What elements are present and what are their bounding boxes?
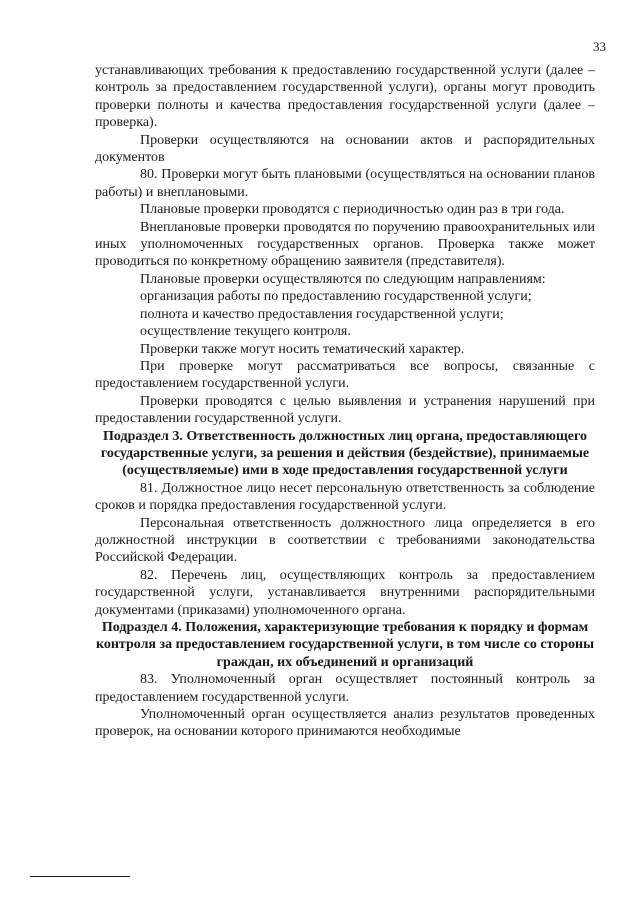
paragraph-item-80: 80. Проверки могут быть плановыми (осуществляться на основании планов работы) и внеплановыми. [95, 167, 595, 200]
paragraph: Проверки осуществляются на основании актов и распорядительных документов [95, 132, 595, 166]
page-number: 33 [593, 39, 606, 54]
document-body [95, 62, 595, 741]
paragraph: Плановые проверки осуществляются по следующим направлениям: [140, 271, 546, 287]
section-heading-4: Подраздел 4. Положения, характеризующие требования к порядку и формам контроля за предоставлением государственной услуги, в том числе со стороны граждан, их объединений и организаций [95, 620, 595, 670]
paragraph: Уполномоченный орган осуществляется анализ результатов проведенных проверок, на основании которого принимаются необходимые [95, 707, 595, 740]
paragraph-continuation: устанавливающих требования к предоставлению государственной услуги (далее – контроль за предоставлением государственной услуги), органы могут проводить проверки полноты и качества предоставления государственной услуги (далее – проверка). [95, 63, 595, 131]
paragraph: При проверке могут рассматриваться все вопросы, связанные с предоставлением государственной услуги. [95, 358, 595, 392]
list-item: осуществление текущего контроля. [140, 324, 351, 340]
paragraph-item-81: 81. Должностное лицо несет персональную ответственность за соблюдение сроков и порядка предоставления государственной услуги. [95, 480, 595, 514]
footnote-separator [30, 876, 130, 877]
paragraph: Плановые проверки проводятся с периодичностью один раз в три года. [140, 202, 565, 218]
list-item: полнота и качество предоставления государственной услуги; [140, 306, 504, 322]
paragraph-item-82: 82. Перечень лиц, осуществляющих контроль за предоставлением государственной услуги, устанавливается внутренними распорядительными документами (приказами) уполномоченного органа. [95, 567, 595, 618]
paragraph-item-83: 83. Уполномоченный орган осуществляет постоянный контроль за предоставлением государственной услуги. [95, 672, 595, 705]
paragraph: Персональная ответственность должностного лица определяется в его должностной инструкции в соответствии с требованиями законодательства Российской Федерации. [95, 515, 595, 566]
list-item: организация работы по предоставлению государственной услуги; [140, 289, 532, 305]
paragraph: Внеплановые проверки проводятся по поручению правоохранительных или иных уполномоченных государственных органов. Проверка также может проводиться по конкретному обращению заявителя (представителя). [95, 219, 595, 270]
section-heading-3: Подраздел 3. Ответственность должностных лиц органа, предоставляющего государственные услуги, за решения и действия (бездействие), принимаемые (осуществляемые) ими в ходе предоставления государственной услуги [100, 428, 590, 479]
paragraph: Проверки проводятся с целью выявления и устранения нарушений при предоставлении государственной услуги. [95, 393, 595, 427]
paragraph: Проверки также могут носить тематический характер. [140, 341, 465, 357]
